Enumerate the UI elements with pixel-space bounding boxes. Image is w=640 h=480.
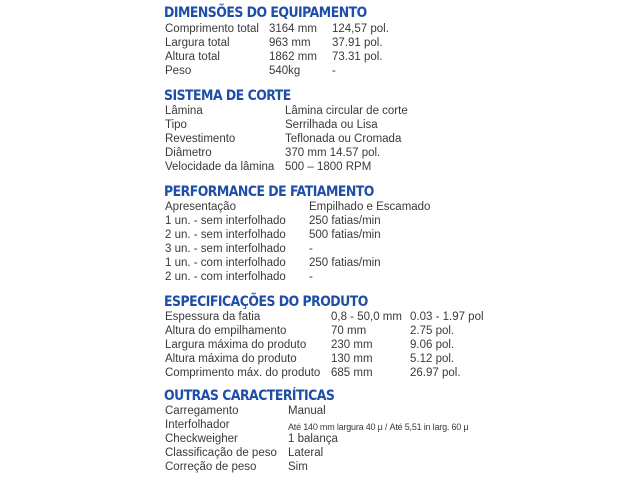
label-diametro: Diâmetro	[165, 147, 212, 159]
label-3un-sem: 3 un. - sem interfolhado	[165, 243, 286, 255]
value-comprimento-pol: 124,57 pol.	[332, 23, 389, 35]
label-classificacao: Classificação de peso	[165, 447, 277, 459]
label-2un-com: 2 un. - com interfolhado	[165, 271, 286, 283]
value-comprimento-mm: 3164 mm	[269, 23, 317, 35]
value-largura-pol: 37.91 pol.	[332, 37, 383, 49]
section-title-performance: PERFORMANCE DE FATIAMENTO	[164, 184, 374, 200]
label-velocidade: Velocidade da lâmina	[165, 161, 275, 173]
label-tipo: Tipo	[165, 119, 187, 131]
section-title-other-features: OUTRAS CARACTERÍTICAS	[164, 388, 335, 404]
value-espessura-pol: 0.03 - 1.97 pol	[410, 311, 484, 323]
value-altura-mm: 1862 mm	[269, 51, 317, 63]
label-revestimento: Revestimento	[165, 133, 236, 145]
value-lamina: Lâmina circular de corte	[285, 105, 408, 117]
value-2un-com: -	[309, 271, 313, 283]
value-checkweigher: 1 balança	[288, 433, 338, 445]
value-peso-pol: -	[332, 65, 336, 77]
label-peso: Peso	[165, 65, 192, 77]
value-altura-max-mm: 130 mm	[331, 353, 373, 365]
value-largura-mm: 963 mm	[269, 37, 311, 49]
value-correcao: Sim	[288, 461, 308, 473]
value-comprimento-max-pol: 26.97 pol.	[410, 367, 461, 379]
value-largura-max-mm: 230 mm	[331, 339, 373, 351]
label-correcao: Correção de peso	[165, 461, 257, 473]
value-carregamento: Manual	[288, 405, 326, 417]
value-3un-sem: -	[309, 243, 313, 255]
label-altura: Altura total	[165, 51, 220, 63]
label-altura-empilhamento: Altura do empilhamento	[165, 325, 287, 337]
label-carregamento: Carregamento	[165, 405, 239, 417]
value-revestimento: Teflonada ou Cromada	[285, 133, 402, 145]
label-lamina: Lâmina	[165, 105, 203, 117]
value-altura-pol: 73.31 pol.	[332, 51, 383, 63]
value-comprimento-max-mm: 685 mm	[331, 367, 373, 379]
label-2un-sem: 2 un. - sem interfolhado	[165, 229, 286, 241]
section-title-product-specs: ESPECIFICAÇÕES DO PRODUTO	[164, 294, 368, 310]
label-largura: Largura total	[165, 37, 230, 49]
value-tipo: Serrilhada ou Lisa	[285, 119, 378, 131]
label-1un-com: 1 un. - com interfolhado	[165, 257, 286, 269]
value-classificacao: Lateral	[288, 447, 324, 459]
value-altura-empilhamento-pol: 2.75 pol.	[410, 325, 455, 337]
section-title-cutting-system: SISTEMA DE CORTE	[164, 88, 291, 104]
label-1un-sem: 1 un. - sem interfolhado	[165, 215, 286, 227]
label-comprimento-max: Comprimento máx. do produto	[165, 367, 321, 379]
label-apresentacao: Apresentação	[165, 201, 236, 213]
section-title-dimensions: DIMENSÕES DO EQUIPAMENTO	[164, 5, 367, 21]
value-2un-sem: 500 fatias/min	[309, 229, 381, 241]
label-checkweigher: Checkweigher	[165, 433, 238, 445]
label-largura-max: Largura máxima do produto	[165, 339, 307, 351]
label-altura-max: Altura máxima do produto	[165, 353, 297, 365]
label-espessura: Espessura da fatia	[165, 311, 261, 323]
value-apresentacao: Empilhado e Escamado	[309, 201, 431, 213]
value-altura-empilhamento-mm: 70 mm	[331, 325, 367, 337]
value-peso-kg: 540kg	[269, 65, 301, 77]
value-1un-sem: 250 fatias/min	[309, 215, 381, 227]
value-velocidade: 500 – 1800 RPM	[285, 161, 372, 173]
value-diametro: 370 mm 14.57 pol.	[285, 147, 381, 159]
value-espessura-mm: 0,8 - 50,0 mm	[331, 311, 402, 323]
value-altura-max-pol: 5.12 pol.	[410, 353, 455, 365]
label-comprimento: Comprimento total	[165, 23, 259, 35]
value-interfolhador: Até 140 mm largura 40 μ / Até 5,51 in larg. 60 μ	[288, 422, 469, 432]
label-interfolhador: Interfolhador	[165, 419, 230, 431]
value-largura-max-pol: 9.06 pol.	[410, 339, 455, 351]
value-1un-com: 250 fatias/min	[309, 257, 381, 269]
